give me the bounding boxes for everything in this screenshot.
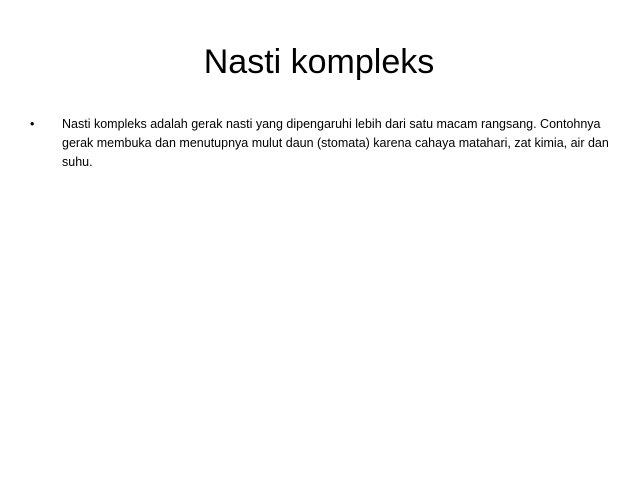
bullet-item bbox=[30, 115, 610, 172]
slide-title: Nasti kompleks bbox=[203, 43, 435, 81]
bullet-icon: • bbox=[30, 117, 35, 131]
bullet-list bbox=[30, 115, 610, 172]
bullet-text: Nasti kompleks adalah gerak nasti yang dipengaruhi lebih dari satu macam rangsang. Contohnya gerak membuka dan menutupnya mulut daun (stomata) karena cahaya matahari, zat kimia, air dan suhu. bbox=[62, 117, 609, 169]
